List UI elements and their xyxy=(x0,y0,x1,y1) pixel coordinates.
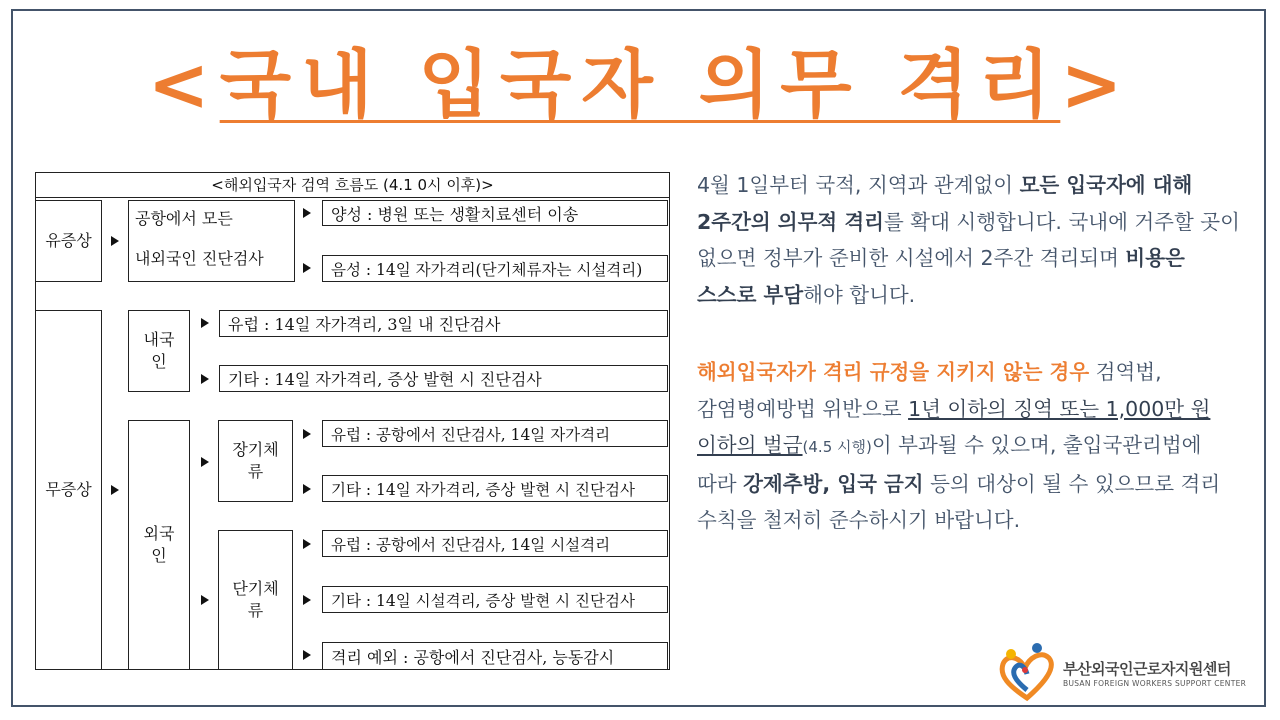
flowchart-header: <해외입국자 검역 흐름도 (4.1 0시 이후)> xyxy=(35,172,670,198)
paragraph-1 xyxy=(697,167,1242,313)
arrow-icon xyxy=(303,484,311,494)
p2-text-3: 등의 대상이 될 수 있으므로 격리 수칙을 철저히 준수하시기 바랍니다. xyxy=(697,471,1221,532)
quarantine-exempt: 격리 예외 : 공항에서 진단검사, 능동감시 xyxy=(322,642,668,670)
p2-bold: 강제추방, 입국 금지 xyxy=(743,471,924,496)
p2-small: (4.5 시행) xyxy=(802,438,872,456)
p1-text: 4월 1일부터 국적, 지역과 관계없이 xyxy=(697,173,1020,197)
p2-text: 검역법, 감염병예방법 위반으로 xyxy=(697,360,1162,421)
title-open-bracket: < xyxy=(147,42,220,128)
quarantine-flowchart xyxy=(35,172,670,670)
p1-text-3: 해야 합니다. xyxy=(803,282,916,307)
body-text xyxy=(697,167,1242,539)
arrow-icon xyxy=(201,374,209,384)
arrow-icon xyxy=(111,485,119,495)
title-close-bracket: > xyxy=(1060,42,1133,128)
center-logo xyxy=(995,640,1255,702)
p1-bold-2: 비용은 스스로 부담 xyxy=(697,246,1185,307)
korean-europe: 유럽 : 14일 자가격리, 3일 내 진단검사 xyxy=(219,310,668,337)
arrow-icon xyxy=(111,236,119,246)
arrow-icon xyxy=(303,650,311,660)
p1-bold: 모든 입국자에 대해 2주간의 의무적 격리 xyxy=(697,173,1193,234)
airport-test-label-2: 내외국인 진단검사 xyxy=(135,249,264,268)
arrow-icon xyxy=(303,208,311,218)
arrow-icon xyxy=(303,429,311,439)
short-stay-other: 기타 : 14일 시설격리, 증상 발현 시 진단검사 xyxy=(322,586,668,613)
p1-text-2: 를 확대 시행합니다. 국내에 거주할 곳이 없으면 정부가 준비한 시설에서 2주간 격리되며 xyxy=(697,209,1240,270)
title-text: 국내 입국자 의무 격리 xyxy=(219,42,1061,128)
airport-test-label: 공항에서 모든 xyxy=(135,209,233,228)
korean-other: 기타 : 14일 자가격리, 증상 발현 시 진단검사 xyxy=(219,365,668,392)
long-stay-europe: 유럽 : 공항에서 진단검사, 14일 자가격리 xyxy=(322,420,668,447)
p2-text-2: 이 부과될 수 있으며, 출입국관리법에 따라 xyxy=(697,433,1202,496)
center-logo-icon xyxy=(995,640,1059,702)
page-title xyxy=(0,40,1280,130)
arrow-icon xyxy=(303,539,311,549)
negative-result: 음성 : 14일 자가격리(단기체류자는 시설격리) xyxy=(322,255,668,282)
arrow-icon xyxy=(303,595,311,605)
arrow-icon xyxy=(303,263,311,273)
short-stay-europe: 유럽 : 공항에서 진단검사, 14일 시설격리 xyxy=(322,530,668,557)
symptomatic-label: 유증상 xyxy=(45,231,92,250)
center-name-korean: 부산외국인근로자지원센터 xyxy=(1063,660,1231,678)
korean-label: 내국 인 xyxy=(143,330,175,371)
long-stay-other: 기타 : 14일 자가격리, 증상 발현 시 진단검사 xyxy=(322,475,668,502)
arrow-icon xyxy=(201,457,209,467)
long-stay-label: 장기체 류 xyxy=(232,440,279,481)
arrow-icon xyxy=(201,318,209,328)
positive-result: 양성 : 병원 또는 생활치료센터 이송 xyxy=(322,200,668,226)
asymptomatic-label: 무증상 xyxy=(45,480,92,499)
foreigner-label: 외국 인 xyxy=(143,524,175,565)
center-name-english: BUSAN FOREIGN WORKERS SUPPORT CENTER xyxy=(1063,679,1247,688)
p2-underline: 1년 이하의 징역 또는 1,000만 원 이하의 벌금 xyxy=(697,396,1211,457)
short-stay-label: 단기체 류 xyxy=(232,579,279,620)
paragraph-2 xyxy=(697,354,1242,539)
arrow-icon xyxy=(201,595,209,605)
p2-highlight: 해외입국자가 격리 규정을 지키지 않는 경우 xyxy=(697,360,1090,384)
